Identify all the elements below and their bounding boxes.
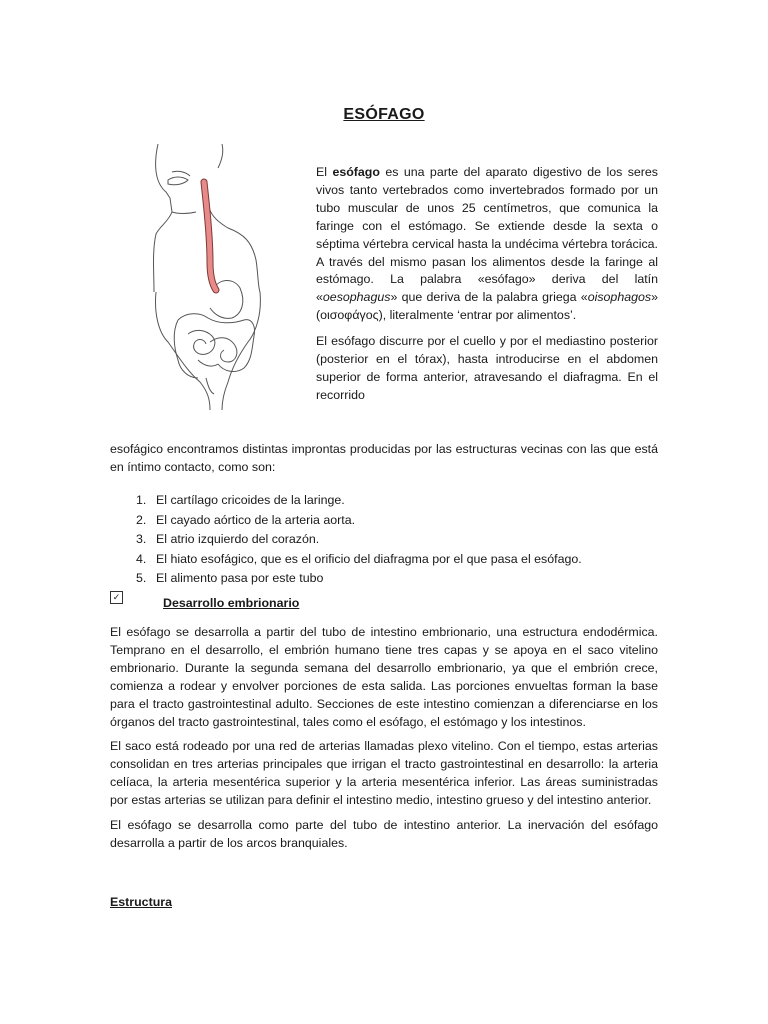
digestive-system-icon (148, 142, 276, 412)
paragraph: El saco está rodeado por una red de arterias llamadas plexo vitelino. Con el tiempo, estas arterias consolidan en tres arterias principales que irrigan el tracto gastrointestinal en desarrollo: la arteria celíaca, la arteria mesentérica superior y la arteria mesentérica inferior. Las áreas suministradas por estas arterias se utilizan para definir el intestino medio, intestino grueso y del intestino anterior. (110, 739, 658, 808)
list-item: 5. El alimento pasa por este tubo (136, 571, 324, 586)
page-title: ESÓFAGO (343, 106, 425, 123)
list-item: 2. El cayado aórtico de la arteria aorta. (136, 512, 356, 527)
list-item: 1. El cartílago cricoides de la laringe. (136, 493, 345, 507)
greek-term: oisophagos (587, 290, 652, 305)
keyword-esofago: esófago (332, 165, 380, 179)
latin-term: oesophagus (322, 290, 391, 305)
intro-paragraph-2-part1: El esófago discurre por el cuello y por el mediastino posterior (posterior en el tórax), hasta introducirse en el abdomen superior de forma anterior, atravesando el diafragma. En el recorrido (316, 334, 658, 402)
intro-paragraph-1: El esófago es una parte del aparato digestivo de los seres vivos tanto vertebrados como invertebrados formado por un tubo muscular de unos 25 centímetros, que comunica la faringe con el estómago. Se extiende desde la sexta o séptima vértebra cervical hasta la undécima vértebra torácica. A través del mismo pasan los alimentos desde la faringe al estómago. La palabra «esófago» deriva del latín «oesophagus» que deriva de la palabra griega «oisophagos» (οισοφάγος), literalmente ‘entrar por alimentos’. (316, 165, 658, 323)
list-item: 4. El hiato esofágico, que es el orificio del diafragma por el que pasa el esófago. (136, 551, 582, 566)
intro-text (316, 164, 658, 413)
improntas-list (110, 491, 658, 589)
section-heading-estructura: Estructura (110, 895, 172, 909)
section-desarrollo-body (110, 624, 658, 860)
paragraph: El esófago se desarrolla como parte del tubo de intestino anterior. La inervación del esófago desarrolla a partir de los arcos branquiales. (110, 818, 658, 850)
list-item: 3. El atrio izquierdo del corazón. (136, 532, 320, 547)
digestive-system-illustration (148, 142, 276, 412)
intro-paragraph-2-continuation: esofágico encontramos distintas improntas producidas por las estructuras vecinas con las que está en íntimo contacto, como son: (110, 442, 658, 474)
checkbox-icon: ✓ (110, 591, 123, 604)
section-heading-desarrollo: Desarrollo embrionario (163, 596, 300, 610)
paragraph: El esófago se desarrolla a partir del tubo de intestino embrionario, una estructura endodérmica. Temprano en el desarrollo, el embrión humano tiene tres capas y se apoya en el saco vitelino embrionario. Durante la segunda semana del desarrollo embrionario, ya que el embrión crece, comienza a rodear y envolver porciones de esta salida. Las porciones envueltas forman la base para el tracto gastrointestinal adulto. Secciones de este intestino comienzan a diferenciarse en los órganos del tracto gastrointestinal, tales como el esófago, el estómago y los intestinos. (110, 625, 658, 729)
